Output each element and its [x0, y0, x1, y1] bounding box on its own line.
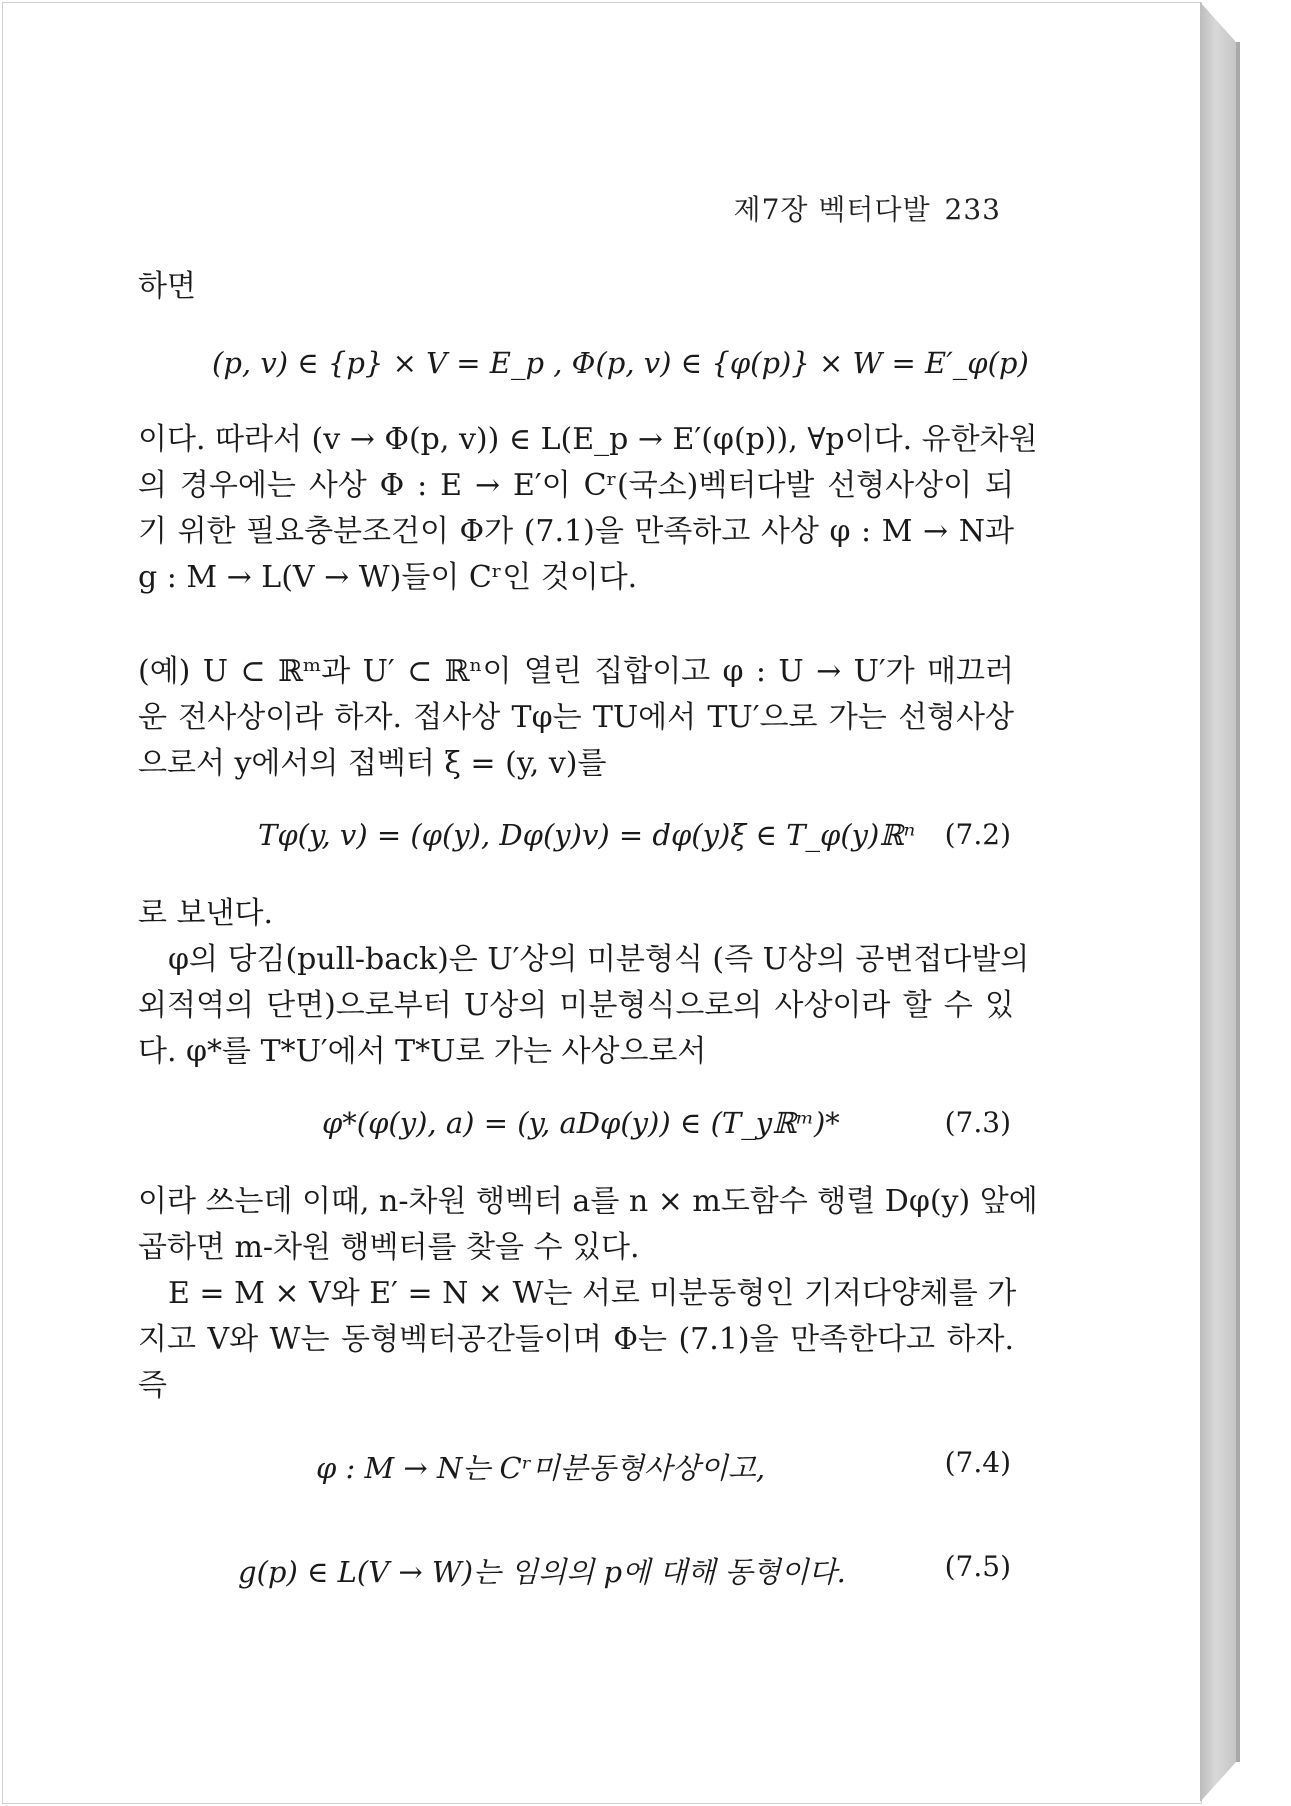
text-line: 으로서 y에서의 접벡터 ξ = (y, v)를	[138, 746, 607, 781]
text-line: 외적역의 단면)으로부터 U상의 미분형식으로의 사상이라 할 수 있	[138, 988, 1014, 1023]
text-line: E = M × V와 E′ = N × W는 서로 미분동형인 기저다양체를 가	[168, 1276, 1017, 1311]
chapter-title: 제7장 벡터다발	[733, 193, 931, 226]
text-line: 로 보낸다.	[138, 896, 273, 931]
text-line: 하면	[138, 269, 196, 304]
equation: (p, v) ∈ {p} × V = E_p , Φ(p, v) ∈ {φ(p)} × W = E′_φ(p)	[212, 346, 1029, 380]
text-line: (예) U ⊂ ℝᵐ과 U′ ⊂ ℝⁿ이 열린 집합이고 φ : U → U′가 매끄러	[138, 654, 1014, 689]
text-line: 기 위한 필요충분조건이 Φ가 (7.1)을 만족하고 사상 φ : M → N과	[138, 514, 1014, 549]
equation: Tφ(y, v) = (φ(y), Dφ(y)v) = dφ(y)ξ ∈ T_φ(y)ℝⁿ	[258, 818, 916, 852]
text-line: 이라 쓰는데 이때, n-차원 행벡터 a를 n × m도함수 행렬 Dφ(y) 앞에	[138, 1184, 1038, 1219]
text-line: 곱하면 m-차원 행벡터를 찾을 수 있다.	[138, 1230, 640, 1265]
text-line: 지고 V와 W는 동형벡터공간들이며 Φ는 (7.1)을 만족한다고 하자.	[138, 1322, 1014, 1357]
equation-number: (7.4)	[944, 1446, 1011, 1479]
equation-number: (7.2)	[944, 818, 1011, 851]
equation: g(p) ∈ L(V → W)는 임의의 p에 대해 동형이다.	[238, 1555, 846, 1589]
text-line: 운 전사상이라 하자. 접사상 Tφ는 TU에서 TU′으로 가는 선형사상	[138, 700, 1014, 735]
equation-number: (7.3)	[944, 1106, 1011, 1139]
page-number: 233	[944, 193, 1001, 226]
text-line: φ의 당김(pull-back)은 U′상의 미분형식 (즉 U상의 공변접다발의	[168, 942, 1030, 977]
equation: φ : M → N는 Cʳ미분동형사상이고,	[316, 1451, 766, 1485]
equation-number: (7.5)	[944, 1550, 1011, 1583]
equation: φ*(φ(y), a) = (y, aDφ(y)) ∈ (T_yℝᵐ)*	[322, 1106, 840, 1140]
running-header	[734, 188, 1001, 228]
text-line: 다. φ*를 T*U′에서 T*U로 가는 사상으로서	[138, 1034, 707, 1069]
text-line: 즉	[138, 1368, 167, 1403]
text-line: g : M → L(V → W)들이 Cʳ인 것이다.	[138, 560, 638, 595]
book-spine	[1200, 2, 1236, 1802]
page-edge	[1236, 42, 1240, 1762]
text-line: 의 경우에는 사상 Φ : E → E′이 Cʳ(국소)벡터다발 선형사상이 되	[138, 468, 1014, 503]
text-line: 이다. 따라서 (v → Φ(p, v)) ∈ L(E_p → E′(φ(p)), ∀p이다. 유한차원	[138, 422, 1038, 457]
